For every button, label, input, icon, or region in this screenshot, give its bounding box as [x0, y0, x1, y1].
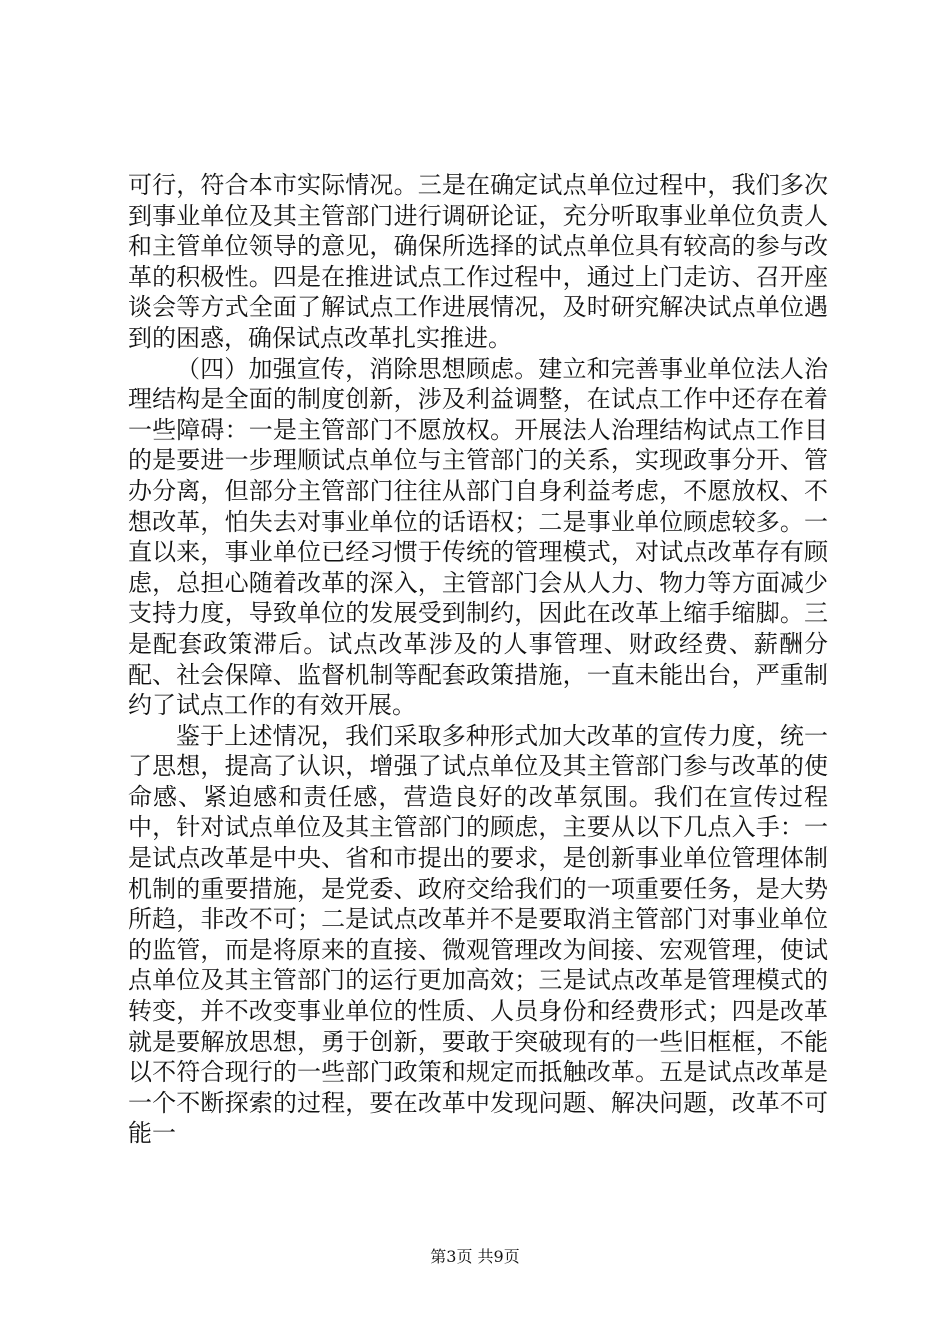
paragraph-2: （四）加强宣传，消除思想顾虑。建立和完善事业单位法人治理结构是全面的制度创新，涉及利益调整，在试点工作中还存在着一些障碍：一是主管部门不愿放权。开展法人治理结构试点工作目的是要进一步理顺试点单位与主管部门的关系，实现政事分开、管办分离，但部分主管部门往往从部门自身利益考虑，不愿放权、不想改革，怕失去对事业单位的话语权；二是事业单位顾虑较多。一直以来，事业单位已经习惯于传统的管理模式，对试点改革存有顾虑，总担心随着改革的深入，主管部门会从人力、物力等方面减少支持力度，导致单位的发展受到制约，因此在改革上缩手缩脚。三是配套政策滞后。试点改革涉及的人事管理、财政经费、薪酬分配、社会保障、监督机制等配套政策措施，一直未能出台，严重制约了试点工作的有效开展。	[128, 354, 828, 720]
page-footer: 第3页 共9页	[430, 1247, 520, 1266]
paragraph-1: 可行，符合本市实际情况。三是在确定试点单位过程中，我们多次到事业单位及其主管部门进行调研论证，充分听取事业单位负责人和主管单位领导的意见，确保所选择的试点单位具有较高的参与改革的积极性。四是在推进试点工作过程中，通过上门走访、召开座谈会等方式全面了解试点工作进展情况，及时研究解决试点单位遇到的困惑，确保试点改革扎实推进。	[128, 171, 828, 352]
paragraph-3: 鉴于上述情况，我们采取多种形式加大改革的宣传力度，统一了思想，提高了认识，增强了试点单位及其主管部门参与改革的使命感、紧迫感和责任感，营造良好的改革氛围。我们在宣传过程中，针对试点单位及其主管部门的顾虑，主要从以下几点入手：一是试点改革是中央、省和市提出的要求，是创新事业单位管理体制机制的重要措施，是党委、政府交给我们的一项重要任务，是大势所趋，非改不可；二是试点改革并不是要取消主管部门对事业单位的监管，而是将原来的直接、微观管理改为间接、宏观管理，使试点单位及其主管部门的运行更加高效；三是试点改革是管理模式的转变，并不改变事业单位的性质、人员身份和经费形式；四是改革就是要解放思想，勇于创新，要敢于突破现有的一些旧框框，不能以不符合现行的一些部门政策和规定而抵触改革。五是试点改革是一个不断探索的过程，要在改革中发现问题、解决问题，改革不可能一	[128, 721, 828, 1148]
document-body	[128, 170, 828, 1149]
